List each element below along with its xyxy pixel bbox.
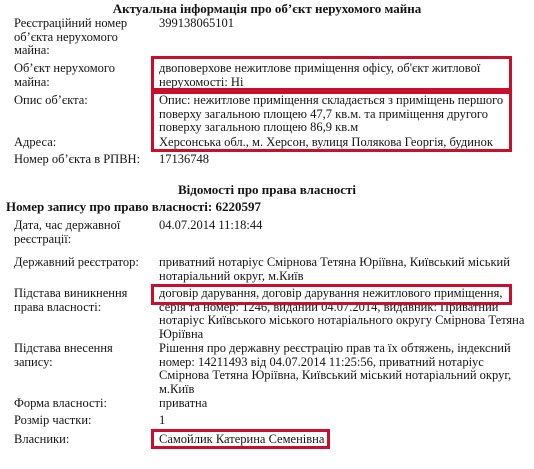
object-description-label: Опис об’єкта: xyxy=(14,93,88,107)
property-object-value: двоповерхове нежитлове приміщення офісу, об'єкт житлової нерухомості: Ні xyxy=(159,61,481,89)
rpvn-number-value: 17136748 xyxy=(159,152,209,166)
registration-number-value: 399138065101 xyxy=(159,16,234,30)
object-description-value: Опис: нежитлове приміщення складається з приміщень першого поверху загальною площею 47,7 кв.м. та приміщення другого поверху загальною площею 86,9 кв.м xyxy=(159,93,504,134)
registration-date-value: 04.07.2014 11:18:44 xyxy=(159,218,263,232)
rpvn-number-label: Номер об’єкта в РПВН: xyxy=(14,152,141,166)
ownership-basis-label: Підстава виникнення права власності: xyxy=(14,286,128,314)
owners-label: Власники: xyxy=(14,432,70,446)
share-size-label: Розмір частки: xyxy=(14,413,92,427)
ownership-section-title: Відомості про права власності xyxy=(178,182,356,197)
ownership-basis-value: договір дарування, договір дарування нежитлового приміщення, серія та номер: 1246, виданий 04.07.2014, видавник: Приватний нотаріус Київського міського нотаріального округу Смірнова Тетяна Юріївна xyxy=(159,286,525,341)
registration-number-label: Реєстраційний номер об’єкта нерухомого майна: xyxy=(14,16,128,57)
ownership-form-label: Форма власності: xyxy=(14,396,107,410)
highlight-box-description-address xyxy=(151,91,512,152)
state-registrar-value: приватний нотаріус Смірнова Тетяна Юріївна, Київський міський нотаріальний округ, м.Київ xyxy=(159,255,510,283)
state-registrar-label: Державний реєстратор: xyxy=(14,255,139,269)
registration-date-label: Дата, час державної реєстрації: xyxy=(14,218,121,246)
address-value: Херсонська обл., м. Херсон, вулиця Полякова Георгія, будинок xyxy=(159,136,493,149)
share-size-value: 1 xyxy=(159,413,166,427)
property-section-title: Актуальна інформація про об’єкт нерухомого майна xyxy=(112,1,422,16)
record-basis-label: Підстава внесення запису: xyxy=(14,341,113,369)
ownership-form-value: приватна xyxy=(159,396,208,410)
owners-value: Самойлик Катерина Семенівна xyxy=(159,432,325,446)
record-basis-value: Рішення про державну реєстрацію прав та їх обтяжень, індексний номер: 14211493 від 04.07.2014 11:25:56, приватний нотаріус Смірнова Тетяна Юріївна, Київський міський нотаріальний округ, м.Київ xyxy=(159,341,512,396)
ownership-record-heading: Номер запису про право власності: 6220597 xyxy=(6,199,261,214)
highlight-box-ownership-basis xyxy=(151,284,512,305)
highlight-box-property-object xyxy=(151,56,512,91)
highlight-box-owner xyxy=(151,429,330,449)
property-object-label: Об’єкт нерухомого майна: xyxy=(14,61,115,89)
address-label: Адреса: xyxy=(14,135,57,149)
